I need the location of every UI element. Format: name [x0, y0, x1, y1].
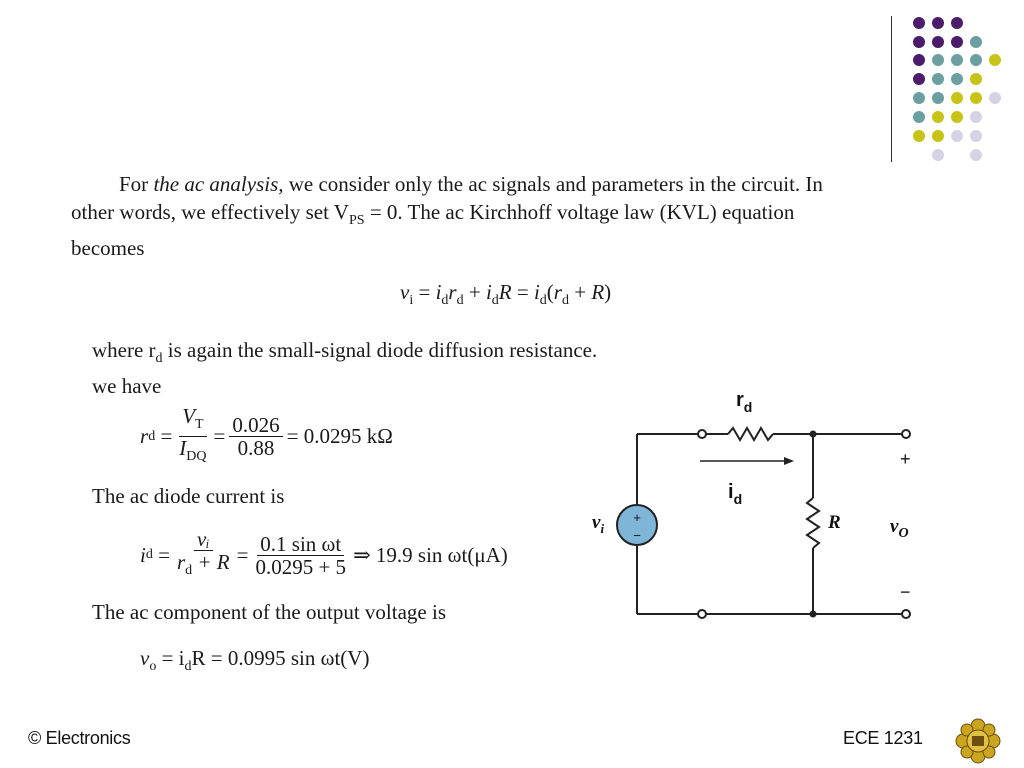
- dot: [970, 130, 982, 142]
- rd-label: $r_d$: [736, 389, 753, 415]
- vo-equation: [140, 646, 369, 675]
- arrow-head: [784, 457, 794, 465]
- denominator-rest: + R: [192, 550, 230, 574]
- source-minus: −: [633, 528, 641, 543]
- minus-sign: −: [900, 582, 911, 602]
- dot: [970, 111, 982, 123]
- subscript: PS: [348, 213, 365, 229]
- decorative-vertical-line: [891, 16, 892, 162]
- subscript: DQ: [186, 449, 207, 465]
- vo-label: $v_O$: [890, 516, 909, 541]
- university-logo-icon: [955, 718, 1001, 764]
- dot: [932, 130, 944, 142]
- text: The ac diode current is: [92, 484, 285, 508]
- subscript: d: [155, 351, 163, 367]
- dot: [913, 17, 925, 29]
- intro-line-3: becomes: [71, 236, 145, 261]
- lhs-symbol: v: [140, 646, 150, 670]
- numerator: 0.1 sin ωt: [257, 533, 344, 556]
- denominator: 0.0295 + 5: [255, 554, 347, 579]
- dot: [932, 149, 944, 161]
- result: ⇒ 19.9 sin ωt(μA): [353, 542, 508, 567]
- dot: [951, 130, 963, 142]
- text: = i: [156, 646, 185, 670]
- dot: [913, 130, 925, 142]
- numerator: 0.026: [229, 414, 282, 437]
- denominator: 0.88: [237, 436, 275, 461]
- dot: [913, 111, 925, 123]
- denominator: r: [176, 550, 186, 574]
- result: = 0.0295 kΩ: [286, 424, 393, 449]
- dot: [913, 54, 925, 66]
- subscript: o: [149, 659, 157, 675]
- terminal: [698, 610, 706, 618]
- intro-line-2: [71, 200, 971, 233]
- emphasis-text: the ac analysis,: [153, 172, 284, 196]
- subscript: T: [195, 417, 204, 433]
- dot: [970, 54, 982, 66]
- dot: [970, 149, 982, 161]
- diffusion-resistance-paragraph: [92, 338, 597, 399]
- dot: [951, 92, 963, 104]
- footer-right: ECE 1231: [843, 728, 923, 748]
- dot: [932, 73, 944, 85]
- output-voltage-label: [92, 600, 446, 625]
- fraction-values: [229, 414, 282, 459]
- resistor-r: [807, 498, 819, 548]
- dot: [932, 36, 944, 48]
- subscript: d: [184, 659, 192, 675]
- numerator: V: [182, 404, 196, 428]
- text: we consider only the ac signals and parameters in the circuit. In: [283, 172, 823, 196]
- text: where r: [92, 338, 156, 362]
- resistor-rd: [728, 428, 773, 440]
- dot: [951, 73, 963, 85]
- fraction-vi-rdr: [174, 528, 233, 582]
- dot: [932, 111, 944, 123]
- intro-line-1: [71, 172, 971, 197]
- fraction-values: [252, 533, 349, 578]
- dot: [989, 54, 1001, 66]
- dot: [932, 54, 944, 66]
- fraction-vt-idq: [176, 405, 209, 468]
- diode-current-label: [92, 484, 284, 509]
- dot: [951, 111, 963, 123]
- dot: [913, 36, 925, 48]
- lhs-symbol: r: [140, 424, 149, 449]
- text: = 0. The ac Kirchhoff voltage law (KVL) equation: [364, 200, 795, 224]
- dot: [989, 92, 1001, 104]
- source-plus: +: [633, 510, 641, 525]
- decorative-dot-grid: [912, 16, 1012, 166]
- terminal: [698, 430, 706, 438]
- text: we have: [92, 374, 162, 399]
- plus-sign: +: [900, 449, 911, 469]
- circuit-diagram: [580, 380, 930, 630]
- r-label: R: [828, 512, 841, 533]
- dot: [951, 54, 963, 66]
- id-equation: i d = $\frac{\text{vᵢ}}{r_d + R}$ = $\frac{\text{0.1 sin ωt}}{0.0295 + 5}$ ⇒ 19.9 sin ωt(μA): [140, 528, 508, 582]
- output-terminal-top: [902, 430, 910, 438]
- rd-equation: r d = $\frac{V_T}{I_{DQ}}$ = $\frac{0.026}{0.88}$ = 0.0295 kΩ: [140, 405, 393, 468]
- output-terminal-bottom: [902, 610, 910, 618]
- text: For: [119, 172, 154, 196]
- junction: [810, 431, 817, 438]
- footer-left: © Electronics: [28, 728, 131, 748]
- vi-label: $v_i$: [592, 512, 605, 536]
- subscript: d: [185, 563, 193, 579]
- intro-paragraph: [71, 172, 971, 261]
- subscript: d: [148, 428, 156, 444]
- denominator: I: [179, 436, 187, 461]
- dot: [951, 17, 963, 29]
- text: other words, we effectively set V: [71, 200, 349, 224]
- lhs-symbol: i: [140, 542, 146, 567]
- dot: [932, 17, 944, 29]
- dot: [913, 73, 925, 85]
- id-label: $i_d$: [728, 481, 743, 507]
- dot: [970, 92, 982, 104]
- numerator: vᵢ: [196, 527, 210, 551]
- text: The ac component of the output voltage is: [92, 600, 446, 624]
- junction: [810, 611, 817, 618]
- dot: [951, 36, 963, 48]
- dot: [913, 92, 925, 104]
- dot: [970, 73, 982, 85]
- subscript: d: [145, 547, 153, 563]
- text: is again the small-signal diode diffusion resistance.: [162, 338, 598, 362]
- text: R = 0.0995 sin ωt(V): [191, 646, 370, 670]
- dot: [932, 92, 944, 104]
- kvl-equation: $v_i = i_dr_d + i_dR = i_d(r_d + R)$: [400, 280, 612, 309]
- dot: [970, 36, 982, 48]
